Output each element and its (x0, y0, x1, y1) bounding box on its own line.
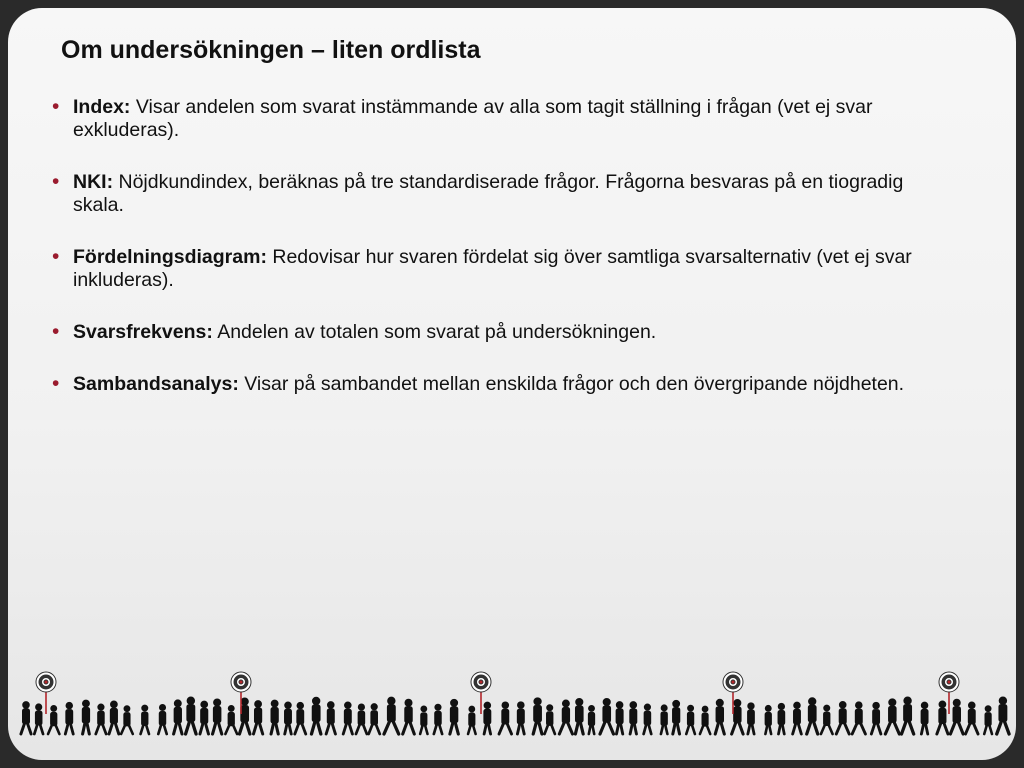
walking-person-icon (213, 699, 222, 734)
walking-person-icon (871, 702, 881, 734)
slide-title: Om undersökningen – liten ordlista (61, 36, 481, 64)
glossary-definition: Andelen av totalen som svarat på undersökningen. (217, 321, 657, 343)
walking-person-icon (533, 698, 542, 734)
walking-person-icon (499, 702, 512, 734)
glossary-item-nki (52, 171, 952, 217)
walking-person-icon (65, 702, 73, 734)
walking-person-icon (807, 698, 818, 734)
walking-person-icon (715, 699, 724, 734)
glossary-item-svarsfrekvens (52, 321, 952, 344)
walking-person-icon (158, 704, 166, 734)
bullet-icon: • (52, 372, 60, 395)
glossary-list (52, 96, 952, 425)
walking-person-icon (575, 698, 583, 734)
glossary-term: Fördelningsdiagram: (73, 246, 267, 268)
walking-person-icon (369, 704, 380, 734)
walking-person-icon (271, 700, 278, 734)
walking-person-icon (225, 705, 237, 734)
walking-person-icon (253, 701, 262, 734)
walking-person-icon (484, 702, 491, 734)
walking-person-icon (937, 701, 948, 734)
walking-person-icon (559, 700, 572, 734)
walking-person-icon (403, 699, 415, 734)
bullet-icon: • (52, 245, 60, 268)
walking-person-icon (311, 697, 320, 734)
walking-person-icon (343, 702, 352, 734)
glossary-term: NKI: (73, 171, 114, 193)
walking-person-icon (700, 706, 710, 734)
walking-person-icon (588, 705, 594, 734)
walking-person-icon (48, 705, 59, 734)
walking-person-icon (885, 699, 899, 734)
walking-person-icon (616, 702, 623, 734)
walking-person-icon (356, 704, 367, 734)
slide (8, 8, 1016, 760)
glossary-item-fordelningsdiagram (52, 246, 952, 292)
walking-person-icon (517, 702, 524, 734)
crowd-silhouette-decoration (8, 668, 1016, 748)
walking-person-icon (326, 702, 335, 734)
glossary-definition: Visar andelen som svarat instämmande av alla som tagit ställning i frågan (vet ej svar exkluderas). (73, 96, 873, 141)
walking-person-icon (748, 703, 755, 734)
walking-person-icon (186, 697, 196, 734)
bullet-icon: • (52, 170, 60, 193)
walking-person-icon (600, 698, 613, 734)
walking-person-icon (545, 705, 555, 734)
walking-person-icon (174, 700, 182, 734)
walking-person-icon (836, 702, 849, 734)
walking-person-icon (765, 705, 771, 734)
walking-person-icon (984, 706, 992, 734)
glossary-item-sambandsanalys (52, 373, 952, 396)
walking-person-icon (285, 702, 292, 734)
walking-person-icon (686, 705, 695, 734)
walking-person-icon (965, 702, 978, 734)
walking-person-icon (921, 702, 928, 734)
glossary-definition: Visar på sambandet mellan enskilda frågor och den övergripande nöjdheten. (244, 373, 905, 395)
walking-person-icon (82, 700, 89, 734)
walking-person-icon (434, 704, 442, 734)
glossary-definition: Nöjdkundindex, beräknas på tre standardiserade frågor. Frågorna besvaras på en tiogradig skala. (73, 171, 904, 216)
walking-person-icon (661, 705, 667, 734)
walking-person-icon (450, 699, 458, 734)
walking-person-icon (121, 706, 133, 734)
glossary-term: Index: (73, 96, 131, 118)
walking-person-icon (420, 706, 427, 734)
walking-person-icon (950, 699, 963, 734)
walking-person-icon (902, 697, 914, 734)
walking-person-icon (778, 703, 785, 734)
walking-person-icon (630, 702, 637, 734)
walking-person-icon (295, 702, 306, 734)
bullet-icon: • (52, 95, 60, 118)
walking-person-icon (468, 706, 476, 734)
walking-person-icon (109, 701, 119, 734)
walking-person-icon (793, 702, 802, 734)
walking-person-icon (644, 704, 652, 734)
walking-person-icon (200, 701, 209, 734)
glossary-term: Sambandsanalys: (73, 373, 239, 395)
glossary-item-index (52, 96, 952, 142)
walking-person-icon (673, 700, 680, 734)
walking-person-icon (141, 705, 149, 734)
walking-person-icon (21, 702, 31, 734)
walking-person-icon (384, 697, 399, 734)
walking-person-icon (34, 704, 43, 734)
glossary-definition: Redovisar hur svaren fördelat sig över samtliga svarsalternativ (vet ej svar inkluderas). (73, 246, 912, 291)
walking-person-icon (997, 697, 1009, 734)
walking-person-icon (96, 704, 106, 734)
glossary-term: Svarsfrekvens: (73, 321, 213, 343)
bullet-icon: • (52, 320, 60, 343)
walking-person-icon (852, 702, 865, 734)
walking-person-icon (821, 705, 833, 734)
